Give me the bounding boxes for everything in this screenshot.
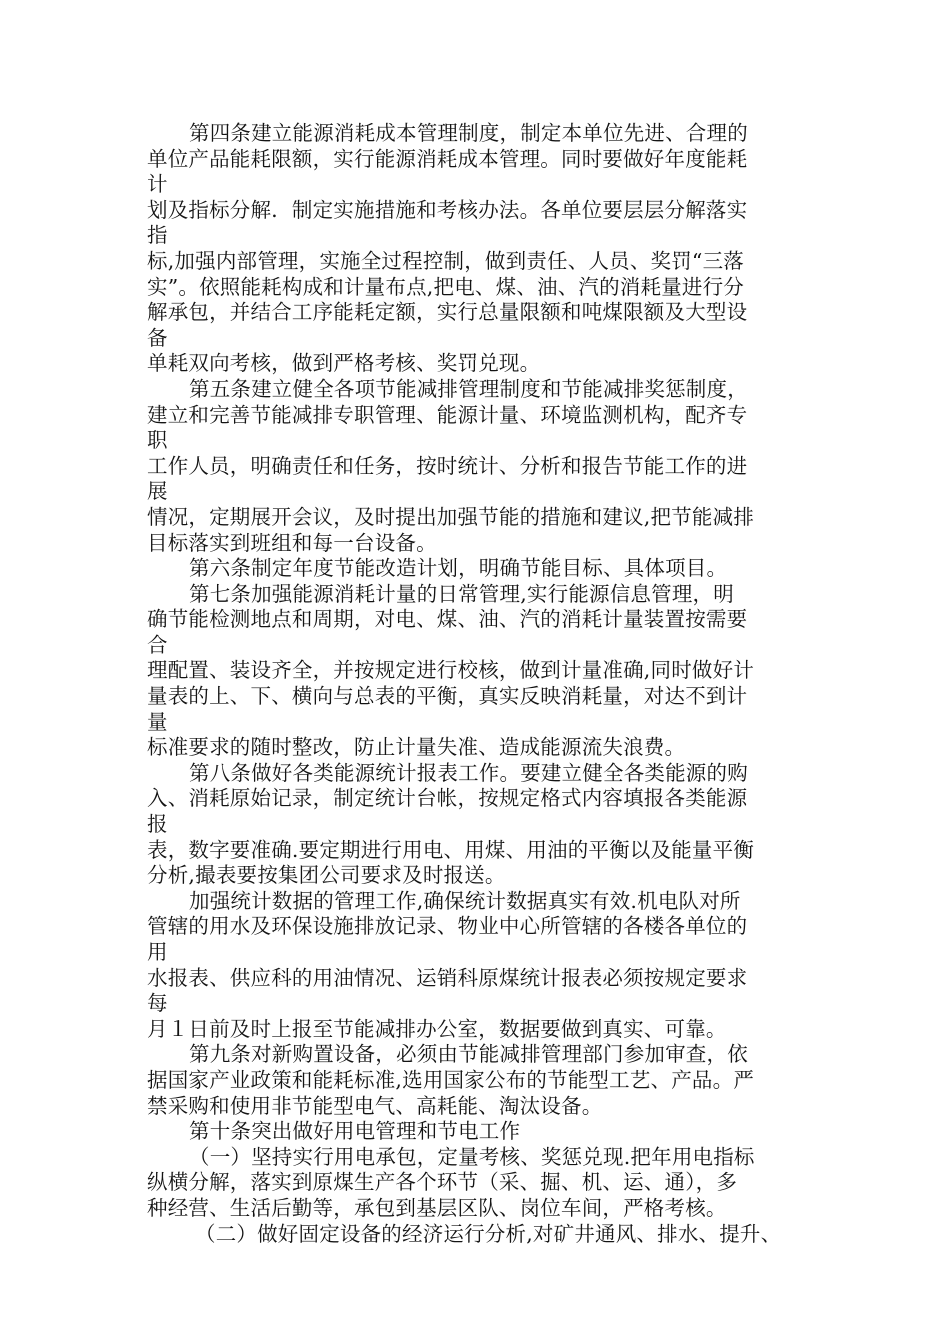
document-line: 种经营、生活后勤等，承包到基层区队、岗位车间，严格考核。 [147, 1195, 727, 1220]
document-line: 加强统计数据的管理工作,确保统计数据真实有效.机电队对所 [189, 888, 741, 913]
document-line: 目标落实到班组和每一台设备。 [147, 530, 437, 555]
document-line: 第八条做好各类能源统计报表工作。要建立健全各类能源的购 [189, 760, 748, 785]
document-line: 确节能检测地点和周期，对电、煤、油、汽的消耗计量装置按需要 [147, 607, 748, 632]
document-line: 第四条建立能源消耗成本管理制度，制定本单位先进、合理的 [189, 121, 748, 145]
document-line: 情况，定期展开会议，及时提出加强节能的措施和建议,把节能减排 [147, 504, 755, 529]
document-line: 划及指标分解．制定实施措施和考核办法。各单位要层层分解落实 [147, 197, 748, 222]
document-line: 第五条建立健全各项节能减排管理制度和节能减排奖惩制度， [189, 376, 748, 401]
document-line: 表，数字要准确.要定期进行用电、用煤、用油的平衡以及能量平衡 [147, 837, 755, 862]
document-line: 备 [147, 325, 168, 350]
document-line: （一）坚持实行用电承包，定量考核、奖惩兑现.把年用电指标 [189, 1144, 755, 1169]
document-line: 每 [147, 991, 168, 1016]
document-line: 第十条突出做好用电管理和节电工作 [189, 1119, 521, 1144]
document-line: 入、消耗原始记录，制定统计台帐，按规定格式内容填报各类能源 [147, 786, 748, 811]
document-line: 管辖的用水及环保设施排放记录、物业中心所管辖的各楼各单位的 [147, 914, 748, 939]
document-line: （二）做好固定设备的经济运行分析,对矿井通风、排水、提升、 [195, 1221, 782, 1246]
document-line: 单耗双向考核，做到严格考核、奖罚兑现。 [147, 351, 541, 376]
document-line: 第六条制定年度节能改造计划，明确节能目标、具体项目。 [189, 556, 728, 581]
document-line: 量表的上、下、横向与总表的平衡，真实反映消耗量，对达不到计 [147, 684, 748, 709]
document-line: 禁采购和使用非节能型电气、高耗能、淘汰设备。 [147, 1093, 603, 1118]
document-line: 报 [147, 812, 168, 837]
document-line: 第七条加强能源消耗计量的日常管理,实行能源信息管理，明 [189, 581, 734, 606]
document-line: 标,加强内部管理，实施全过程控制，做到责任、人员、奖罚“三落 [147, 248, 744, 273]
document-line: 用 [147, 940, 168, 964]
document-line: 建立和完善节能减排专职管理、能源计量、环境监测机构，配齐专 [147, 402, 748, 427]
document-line: 月１日前及时上报至节能减排办公室，数据要做到真实、可靠。 [147, 1016, 727, 1041]
document-line: 指 [147, 223, 168, 248]
document-line: 单位产品能耗限额，实行能源消耗成本管理。同时要做好年度能耗 [147, 146, 748, 171]
document-line: 计 [147, 172, 168, 197]
document-line: 理配置、装设齐全，并按规定进行校核，做到计量准确,同时做好计 [147, 658, 755, 683]
document-line: 解承包，并结合工序能耗定额，实行总量限额和吨煤限额及大型设 [147, 300, 748, 325]
document-line: 实”。依照能耗构成和计量布点,把电、煤、油、汽的消耗量进行分 [147, 274, 744, 299]
document-line: 合 [147, 632, 168, 657]
document-body-text [147, 121, 827, 1247]
document-line: 第九条对新购置设备，必须由节能减排管理部门参加审查，依 [189, 1042, 748, 1067]
document-line: 分析,撮表要按集团公司要求及时报送。 [147, 863, 506, 888]
document-line: 工作人员，明确责任和任务，按时统计、分析和报告节能工作的进 [147, 453, 748, 478]
document-line: 水报表、供应科的用油情况、运销科原煤统计报表必须按规定要求 [147, 965, 748, 990]
document-line: 标准要求的随时整改，防止计量失准、造成能源流失浪费。 [147, 735, 686, 760]
document-line: 量 [147, 709, 168, 734]
document-line: 职 [147, 428, 168, 453]
document-line: 据国家产业政策和能耗标准,选用国家公布的节能型工艺、产品。严 [147, 1067, 755, 1092]
document-line: 纵横分解，落实到原煤生产各个环节（采、掘、机、运、通），多 [147, 1170, 738, 1195]
document-line: 展 [147, 479, 168, 504]
